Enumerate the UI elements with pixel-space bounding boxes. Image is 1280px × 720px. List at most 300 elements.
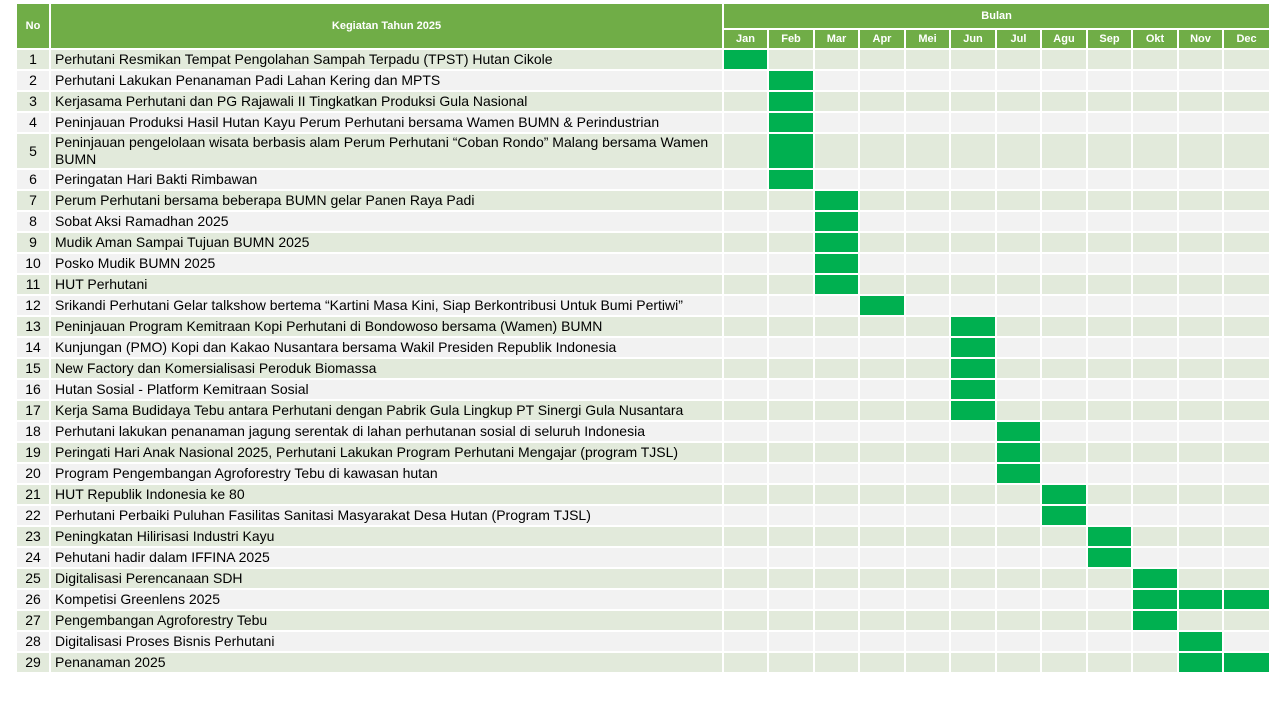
row-number: 29 xyxy=(16,652,50,673)
month-cell xyxy=(1178,484,1223,505)
month-cell xyxy=(1178,547,1223,568)
month-cell xyxy=(1087,49,1132,70)
month-cell xyxy=(723,70,768,91)
row-number: 15 xyxy=(16,358,50,379)
month-cell xyxy=(1223,505,1270,526)
month-cell xyxy=(723,526,768,547)
month-cell xyxy=(1041,463,1087,484)
month-cell xyxy=(950,589,996,610)
month-cell xyxy=(723,505,768,526)
month-cell xyxy=(1223,49,1270,70)
activity-name: Kerja Sama Budidaya Tebu antara Perhutani dengan Pabrik Gula Lingkup PT Sinergi Gula Nusantara xyxy=(50,400,723,421)
month-cell xyxy=(859,112,905,133)
schedule-bar xyxy=(768,169,814,190)
activity-name: Kunjungan (PMO) Kopi dan Kakao Nusantara bersama Wakil Presiden Republik Indonesia xyxy=(50,337,723,358)
month-cell xyxy=(1041,400,1087,421)
month-cell xyxy=(1178,526,1223,547)
month-cell xyxy=(950,484,996,505)
month-cell xyxy=(814,463,859,484)
month-cell xyxy=(1041,421,1087,442)
month-header: Mei xyxy=(905,29,950,49)
month-cell xyxy=(859,400,905,421)
table-row xyxy=(16,463,1270,484)
schedule-bar xyxy=(1132,610,1178,631)
month-cell xyxy=(814,169,859,190)
activity-name: Hutan Sosial - Platform Kemitraan Sosial xyxy=(50,379,723,400)
schedule-bar xyxy=(814,274,859,295)
month-cell xyxy=(768,463,814,484)
month-cell xyxy=(996,610,1041,631)
row-number: 10 xyxy=(16,253,50,274)
schedule-bar xyxy=(768,91,814,112)
month-cell xyxy=(996,526,1041,547)
month-cell xyxy=(723,547,768,568)
month-cell xyxy=(814,400,859,421)
month-cell xyxy=(723,484,768,505)
month-cell xyxy=(950,190,996,211)
month-cell xyxy=(1041,358,1087,379)
month-cell xyxy=(768,295,814,316)
month-cell xyxy=(768,631,814,652)
month-cell xyxy=(996,70,1041,91)
month-cell xyxy=(1178,463,1223,484)
month-cell xyxy=(859,526,905,547)
month-cell xyxy=(814,652,859,673)
month-cell xyxy=(1087,295,1132,316)
month-cell xyxy=(768,190,814,211)
month-cell xyxy=(814,421,859,442)
month-cell xyxy=(905,133,950,169)
row-number: 4 xyxy=(16,112,50,133)
month-cell xyxy=(768,316,814,337)
month-cell xyxy=(859,316,905,337)
month-cell xyxy=(859,652,905,673)
month-cell xyxy=(996,547,1041,568)
month-cell xyxy=(1087,358,1132,379)
table-row xyxy=(16,568,1270,589)
month-cell xyxy=(859,631,905,652)
month-cell xyxy=(996,169,1041,190)
month-cell xyxy=(723,91,768,112)
month-cell xyxy=(723,190,768,211)
activity-name: Digitalisasi Proses Bisnis Perhutani xyxy=(50,631,723,652)
row-number: 25 xyxy=(16,568,50,589)
row-number: 20 xyxy=(16,463,50,484)
month-cell xyxy=(996,358,1041,379)
month-cell xyxy=(1041,274,1087,295)
table-row xyxy=(16,442,1270,463)
month-cell xyxy=(1132,295,1178,316)
row-number: 23 xyxy=(16,526,50,547)
month-cell xyxy=(905,442,950,463)
month-cell xyxy=(768,421,814,442)
schedule-bar xyxy=(768,133,814,169)
month-cell xyxy=(1041,49,1087,70)
month-cell xyxy=(768,274,814,295)
month-cell xyxy=(814,484,859,505)
month-cell xyxy=(768,610,814,631)
schedule-bar xyxy=(950,400,996,421)
month-header: Agu xyxy=(1041,29,1087,49)
month-cell xyxy=(1041,91,1087,112)
month-cell xyxy=(1132,547,1178,568)
month-cell xyxy=(996,49,1041,70)
month-cell xyxy=(1223,253,1270,274)
month-cell xyxy=(768,379,814,400)
month-cell xyxy=(1041,442,1087,463)
month-cell xyxy=(814,358,859,379)
month-cell xyxy=(723,358,768,379)
month-cell xyxy=(768,211,814,232)
month-cell xyxy=(905,169,950,190)
month-cell xyxy=(1132,133,1178,169)
month-cell xyxy=(768,49,814,70)
month-cell xyxy=(1223,337,1270,358)
month-cell xyxy=(1132,505,1178,526)
month-group-header: Bulan xyxy=(723,3,1270,29)
month-cell xyxy=(1132,190,1178,211)
schedule-bar xyxy=(723,49,768,70)
month-cell xyxy=(1178,70,1223,91)
month-cell xyxy=(859,505,905,526)
month-cell xyxy=(996,589,1041,610)
month-cell xyxy=(905,337,950,358)
month-cell xyxy=(950,526,996,547)
month-cell xyxy=(1178,49,1223,70)
row-number: 7 xyxy=(16,190,50,211)
month-header: Nov xyxy=(1178,29,1223,49)
row-number: 5 xyxy=(16,133,50,169)
month-cell xyxy=(1178,112,1223,133)
month-cell xyxy=(1132,358,1178,379)
month-cell xyxy=(1223,463,1270,484)
month-cell xyxy=(996,274,1041,295)
month-cell xyxy=(1132,400,1178,421)
month-cell xyxy=(905,484,950,505)
month-cell xyxy=(859,421,905,442)
table-row xyxy=(16,631,1270,652)
month-cell xyxy=(905,547,950,568)
month-cell xyxy=(1087,211,1132,232)
month-cell xyxy=(905,70,950,91)
month-cell xyxy=(859,211,905,232)
month-cell xyxy=(1087,631,1132,652)
table-row xyxy=(16,295,1270,316)
month-cell xyxy=(723,169,768,190)
month-cell xyxy=(1087,421,1132,442)
table-row xyxy=(16,610,1270,631)
month-cell xyxy=(1178,358,1223,379)
schedule-bar xyxy=(814,211,859,232)
activity-name: Kerjasama Perhutani dan PG Rajawali II Tingkatkan Produksi Gula Nasional xyxy=(50,91,723,112)
month-cell xyxy=(1178,442,1223,463)
month-cell xyxy=(1087,400,1132,421)
month-cell xyxy=(905,505,950,526)
table-row xyxy=(16,589,1270,610)
month-cell xyxy=(996,232,1041,253)
month-cell xyxy=(905,400,950,421)
month-cell xyxy=(996,112,1041,133)
activity-name: New Factory dan Komersialisasi Peroduk Biomassa xyxy=(50,358,723,379)
activity-name: Pengembangan Agroforestry Tebu xyxy=(50,610,723,631)
month-cell xyxy=(905,358,950,379)
schedule-bar xyxy=(950,316,996,337)
month-cell xyxy=(723,232,768,253)
month-cell xyxy=(996,400,1041,421)
month-cell xyxy=(768,652,814,673)
month-cell xyxy=(996,253,1041,274)
month-cell xyxy=(1223,316,1270,337)
month-cell xyxy=(768,400,814,421)
month-cell xyxy=(1041,589,1087,610)
month-cell xyxy=(1178,400,1223,421)
month-cell xyxy=(950,253,996,274)
month-cell xyxy=(1041,169,1087,190)
month-cell xyxy=(859,169,905,190)
month-cell xyxy=(1041,112,1087,133)
month-cell xyxy=(1223,421,1270,442)
row-number: 13 xyxy=(16,316,50,337)
month-cell xyxy=(768,547,814,568)
month-cell xyxy=(814,505,859,526)
schedule-bar xyxy=(996,421,1041,442)
activity-column-header: Kegiatan Tahun 2025 xyxy=(50,3,723,49)
table-row xyxy=(16,400,1270,421)
month-cell xyxy=(1132,652,1178,673)
month-cell xyxy=(950,112,996,133)
month-cell xyxy=(996,505,1041,526)
month-cell xyxy=(996,484,1041,505)
month-cell xyxy=(1223,379,1270,400)
month-cell xyxy=(1087,463,1132,484)
month-cell xyxy=(1087,70,1132,91)
schedule-bar xyxy=(1041,484,1087,505)
month-cell xyxy=(814,631,859,652)
month-cell xyxy=(1132,169,1178,190)
month-cell xyxy=(950,232,996,253)
month-cell xyxy=(723,133,768,169)
row-number: 14 xyxy=(16,337,50,358)
activity-name: Penanaman 2025 xyxy=(50,652,723,673)
schedule-bar xyxy=(768,70,814,91)
activity-name: Pehutani hadir dalam IFFINA 2025 xyxy=(50,547,723,568)
month-cell xyxy=(1132,526,1178,547)
month-cell xyxy=(859,190,905,211)
month-cell xyxy=(768,253,814,274)
month-cell xyxy=(950,652,996,673)
month-cell xyxy=(1223,610,1270,631)
month-cell xyxy=(1087,652,1132,673)
month-cell xyxy=(1178,169,1223,190)
month-cell xyxy=(859,442,905,463)
schedule-bar xyxy=(950,337,996,358)
month-cell xyxy=(1178,505,1223,526)
schedule-bar xyxy=(1178,631,1223,652)
activity-name: Peninjauan Produksi Hasil Hutan Kayu Perum Perhutani bersama Wamen BUMN & Perindustrian xyxy=(50,112,723,133)
month-cell xyxy=(814,133,859,169)
month-cell xyxy=(996,568,1041,589)
month-header: Jan xyxy=(723,29,768,49)
schedule-bar xyxy=(1178,589,1223,610)
schedule-bar xyxy=(996,442,1041,463)
month-cell xyxy=(1178,295,1223,316)
table-row xyxy=(16,505,1270,526)
activity-name: Digitalisasi Perencanaan SDH xyxy=(50,568,723,589)
month-cell xyxy=(950,169,996,190)
month-cell xyxy=(1178,232,1223,253)
month-cell xyxy=(814,316,859,337)
month-cell xyxy=(905,232,950,253)
month-cell xyxy=(723,631,768,652)
month-cell xyxy=(950,547,996,568)
month-cell xyxy=(1178,337,1223,358)
month-cell xyxy=(996,295,1041,316)
month-cell xyxy=(905,91,950,112)
month-cell xyxy=(950,274,996,295)
month-cell xyxy=(996,631,1041,652)
table-row xyxy=(16,91,1270,112)
schedule-bar xyxy=(859,295,905,316)
month-cell xyxy=(1178,274,1223,295)
month-cell xyxy=(1132,316,1178,337)
table-row xyxy=(16,526,1270,547)
month-cell xyxy=(1223,547,1270,568)
month-cell xyxy=(905,295,950,316)
row-number: 17 xyxy=(16,400,50,421)
activity-name: Peninjauan pengelolaan wisata berbasis alam Perum Perhutani “Coban Rondo” Malang bersama Wamen BUMN xyxy=(50,133,723,169)
month-cell xyxy=(814,568,859,589)
month-cell xyxy=(950,91,996,112)
schedule-bar xyxy=(950,379,996,400)
month-cell xyxy=(723,337,768,358)
month-cell xyxy=(1041,526,1087,547)
month-cell xyxy=(1223,631,1270,652)
activity-name: Peringatan Hari Bakti Rimbawan xyxy=(50,169,723,190)
row-number: 27 xyxy=(16,610,50,631)
month-cell xyxy=(1041,70,1087,91)
month-cell xyxy=(859,547,905,568)
row-number: 1 xyxy=(16,49,50,70)
month-cell xyxy=(1132,421,1178,442)
month-header: Mar xyxy=(814,29,859,49)
month-cell xyxy=(1087,190,1132,211)
month-cell xyxy=(1087,610,1132,631)
month-cell xyxy=(905,631,950,652)
month-cell xyxy=(1087,589,1132,610)
month-cell xyxy=(905,211,950,232)
month-cell xyxy=(723,421,768,442)
table-row xyxy=(16,232,1270,253)
row-number: 28 xyxy=(16,631,50,652)
schedule-bar xyxy=(814,232,859,253)
month-cell xyxy=(768,232,814,253)
table-row xyxy=(16,70,1270,91)
month-cell xyxy=(1132,253,1178,274)
month-cell xyxy=(859,610,905,631)
activity-schedule-table xyxy=(15,2,1271,674)
month-cell xyxy=(814,589,859,610)
month-cell xyxy=(768,337,814,358)
month-cell xyxy=(1041,547,1087,568)
activity-name: Mudik Aman Sampai Tujuan BUMN 2025 xyxy=(50,232,723,253)
month-cell xyxy=(1223,358,1270,379)
month-cell xyxy=(1132,484,1178,505)
month-cell xyxy=(950,70,996,91)
schedule-bar xyxy=(1132,568,1178,589)
table-row xyxy=(16,379,1270,400)
month-cell xyxy=(723,112,768,133)
month-cell xyxy=(1223,232,1270,253)
month-cell xyxy=(1087,232,1132,253)
month-cell xyxy=(1223,400,1270,421)
month-header: Jun xyxy=(950,29,996,49)
month-cell xyxy=(950,505,996,526)
month-cell xyxy=(859,337,905,358)
month-cell xyxy=(996,316,1041,337)
activity-name: HUT Perhutani xyxy=(50,274,723,295)
month-cell xyxy=(723,463,768,484)
schedule-bar xyxy=(996,463,1041,484)
month-cell xyxy=(1223,484,1270,505)
month-header: Okt xyxy=(1132,29,1178,49)
month-cell xyxy=(1223,274,1270,295)
schedule-bar xyxy=(950,358,996,379)
month-cell xyxy=(1087,505,1132,526)
month-cell xyxy=(723,211,768,232)
month-cell xyxy=(1132,379,1178,400)
month-cell xyxy=(723,379,768,400)
month-cell xyxy=(1223,91,1270,112)
month-cell xyxy=(1178,316,1223,337)
month-cell xyxy=(1132,274,1178,295)
row-number: 2 xyxy=(16,70,50,91)
schedule-bar xyxy=(814,253,859,274)
month-cell xyxy=(950,442,996,463)
table-row xyxy=(16,211,1270,232)
month-header: Apr xyxy=(859,29,905,49)
activity-name: Srikandi Perhutani Gelar talkshow bertema “Kartini Masa Kini, Siap Berkontribusi Untuk Bumi Pertiwi” xyxy=(50,295,723,316)
month-cell xyxy=(768,568,814,589)
month-cell xyxy=(996,652,1041,673)
schedule-bar xyxy=(1041,505,1087,526)
month-cell xyxy=(859,568,905,589)
month-cell xyxy=(996,133,1041,169)
month-cell xyxy=(950,421,996,442)
month-cell xyxy=(1223,211,1270,232)
month-cell xyxy=(1178,379,1223,400)
month-cell xyxy=(1087,316,1132,337)
month-cell xyxy=(1087,274,1132,295)
table-row xyxy=(16,190,1270,211)
row-number: 8 xyxy=(16,211,50,232)
month-cell xyxy=(950,211,996,232)
month-cell xyxy=(905,526,950,547)
month-cell xyxy=(905,379,950,400)
month-cell xyxy=(814,526,859,547)
month-cell xyxy=(814,112,859,133)
table-body xyxy=(16,49,1270,673)
month-cell xyxy=(905,610,950,631)
row-number: 9 xyxy=(16,232,50,253)
month-cell xyxy=(1223,112,1270,133)
month-cell xyxy=(768,484,814,505)
table-row xyxy=(16,421,1270,442)
month-cell xyxy=(1132,631,1178,652)
month-cell xyxy=(905,253,950,274)
month-cell xyxy=(723,652,768,673)
month-cell xyxy=(1041,133,1087,169)
month-cell xyxy=(723,316,768,337)
